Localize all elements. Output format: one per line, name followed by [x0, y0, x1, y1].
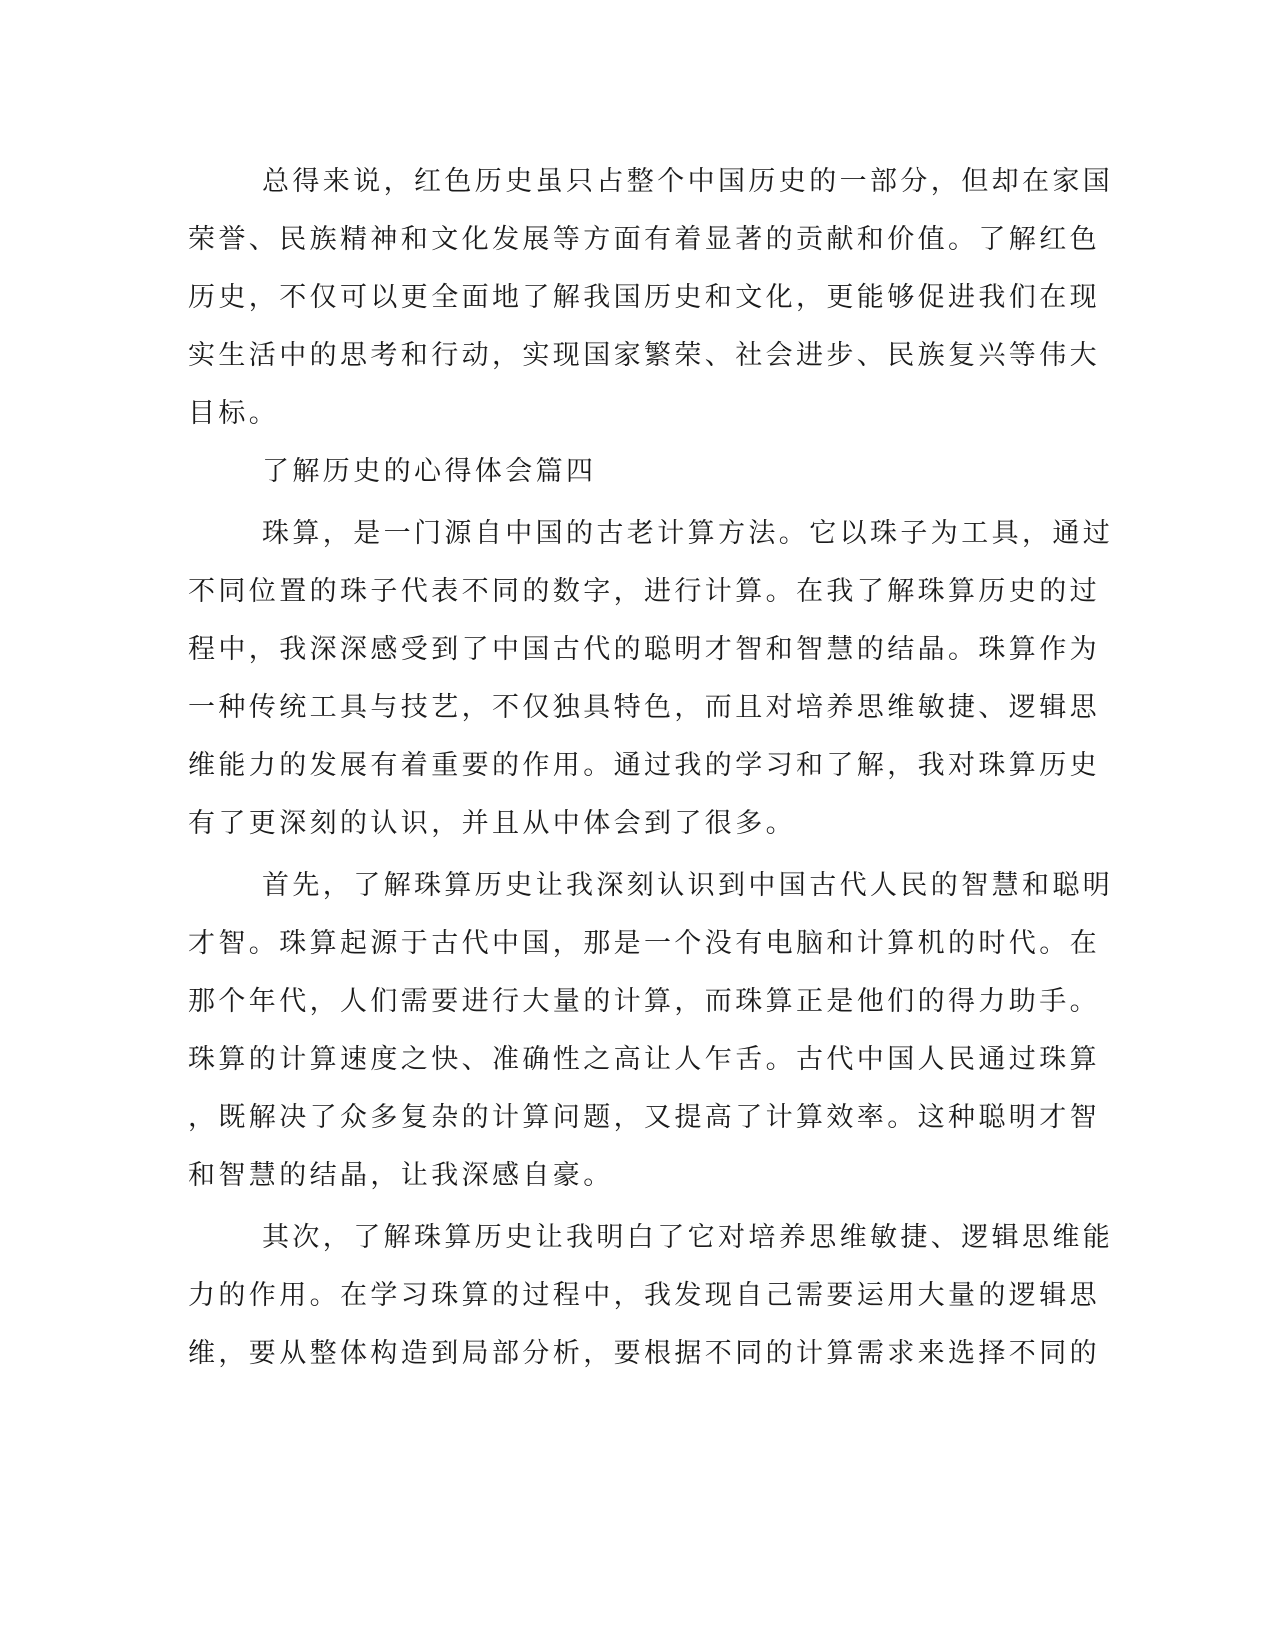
text-line: 其次，了解珠算历史让我明白了它对培养思维敏捷、逻辑思维能	[262, 1222, 1114, 1253]
text-line: 目标。	[188, 398, 280, 429]
text-line: ，既解决了众多复杂的计算问题，又提高了计算效率。这种聪明才智	[188, 1102, 1100, 1133]
text-line: 荣誉、民族精神和文化发展等方面有着显著的贡献和价值。了解红色	[188, 224, 1100, 255]
text-line: 珠算，是一门源自中国的古老计算方法。它以珠子为工具，通过	[262, 518, 1114, 549]
text-line: 实生活中的思考和行动，实现国家繁荣、社会进步、民族复兴等伟大	[188, 340, 1100, 371]
text-line: 不同位置的珠子代表不同的数字，进行计算。在我了解珠算历史的过	[188, 576, 1100, 607]
text-line: 程中，我深深感受到了中国古代的聪明才智和智慧的结晶。珠算作为	[188, 634, 1100, 665]
text-line: 历史，不仅可以更全面地了解我国历史和文化，更能够促进我们在现	[188, 282, 1100, 313]
text-line: 首先，了解珠算历史让我深刻认识到中国古代人民的智慧和聪明	[262, 870, 1114, 901]
text-line: 才智。珠算起源于古代中国，那是一个没有电脑和计算机的时代。在	[188, 928, 1100, 959]
text-line: 总得来说，红色历史虽只占整个中国历史的一部分，但却在家国	[262, 166, 1114, 197]
section-heading: 了解历史的心得体会篇四	[262, 456, 597, 487]
text-line: 和智慧的结晶，让我深感自豪。	[188, 1160, 614, 1191]
text-line: 维能力的发展有着重要的作用。通过我的学习和了解，我对珠算历史	[188, 750, 1100, 781]
text-line: 有了更深刻的认识，并且从中体会到了很多。	[188, 808, 796, 839]
text-line: 力的作用。在学习珠算的过程中，我发现自己需要运用大量的逻辑思	[188, 1280, 1100, 1311]
text-line: 那个年代，人们需要进行大量的计算，而珠算正是他们的得力助手。	[188, 986, 1100, 1017]
text-line: 维，要从整体构造到局部分析，要根据不同的计算需求来选择不同的	[188, 1338, 1100, 1369]
text-line: 珠算的计算速度之快、准确性之高让人乍舌。古代中国人民通过珠算	[188, 1044, 1100, 1075]
text-line: 一种传统工具与技艺，不仅独具特色，而且对培养思维敏捷、逻辑思	[188, 692, 1100, 723]
